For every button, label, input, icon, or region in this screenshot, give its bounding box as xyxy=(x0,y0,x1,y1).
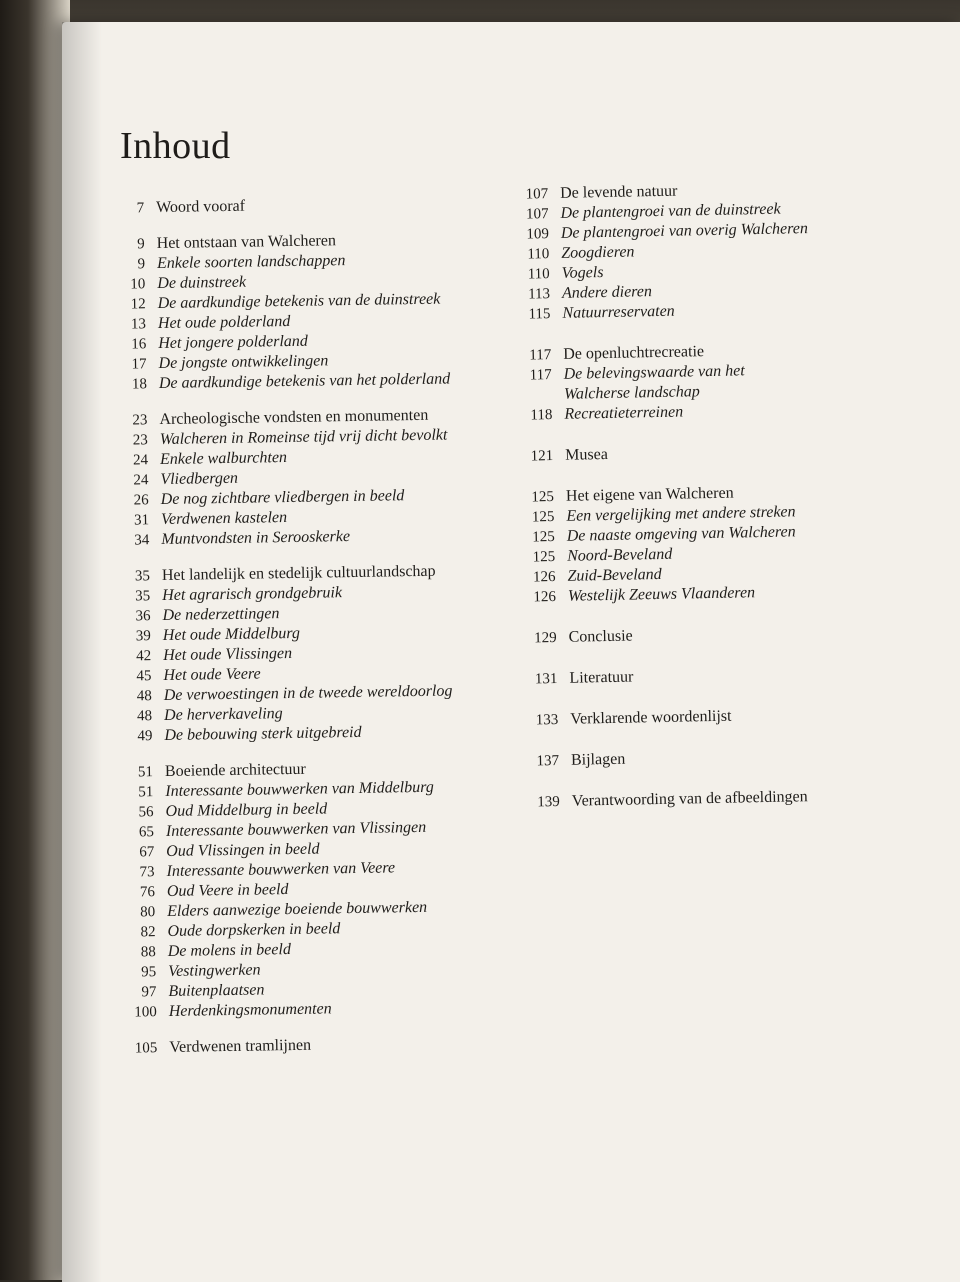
entry-title: Het agrarisch grondgebruik xyxy=(162,584,343,605)
entry-title: Het landelijk en stedelijk cultuurlandschap xyxy=(161,562,436,585)
entry-title: Recreatieterreinen xyxy=(564,403,684,423)
page-number: 125 xyxy=(531,509,555,526)
entry-title: Het eigene van Walcheren xyxy=(565,484,734,505)
page-number: 51 xyxy=(138,784,154,801)
page-number: 139 xyxy=(537,793,560,811)
entry-title: Andere dieren xyxy=(561,283,653,302)
entry-title: Verdwenen kastelen xyxy=(160,509,288,529)
entry-title: Natuurreservaten xyxy=(562,302,675,322)
page-number: 82 xyxy=(140,924,156,941)
page-number: 10 xyxy=(130,276,146,293)
page-number: 39 xyxy=(135,628,151,645)
entry-title: De molens in beeld xyxy=(167,941,292,960)
entry-title: Het oude Vlissingen xyxy=(163,644,293,665)
page-number: 24 xyxy=(133,472,149,489)
page-number: 48 xyxy=(136,688,152,705)
entry-title: Vliedbergen xyxy=(160,469,239,489)
page-number: 137 xyxy=(536,752,560,770)
entry-title: Het jongere polderland xyxy=(158,332,308,353)
page-number: 121 xyxy=(530,448,554,465)
entry-title: Enkele walburchten xyxy=(159,449,288,469)
page-number xyxy=(504,399,564,400)
entry-title: De nog zichtbare vliedbergen in beeld xyxy=(160,487,405,509)
page-number: 49 xyxy=(137,728,153,745)
page-number: 118 xyxy=(530,407,553,424)
toc-right-column xyxy=(500,179,872,814)
page-number: 34 xyxy=(134,532,150,549)
page-number: 107 xyxy=(525,206,549,223)
page-number: 110 xyxy=(527,266,550,283)
entry-title: Het ontstaan van Walcheren xyxy=(156,232,337,253)
entry-title: Vestingwerken xyxy=(167,961,261,980)
entry-title: De bebouwing sterk uitgebreid xyxy=(164,723,362,744)
entry-title: Een vergelijking met andere streken xyxy=(566,503,796,525)
page-number: 13 xyxy=(130,316,147,333)
page-number: 88 xyxy=(140,944,156,961)
entry-title: Elders aanwezige boeiende bouwwerken xyxy=(167,898,428,920)
page-number: 126 xyxy=(532,569,556,586)
page-number: 109 xyxy=(526,226,550,243)
entry-title: Interessante bouwwerken van Middelburg xyxy=(165,778,434,800)
entry-title: Literatuur xyxy=(569,668,634,687)
entry-title: Bijlagen xyxy=(570,750,626,769)
entry-title: Noord-Beveland xyxy=(566,545,673,565)
page-number: 67 xyxy=(139,844,155,861)
page-number: 80 xyxy=(140,904,156,921)
page-number: 107 xyxy=(525,186,549,203)
entry-title: De levende natuur xyxy=(559,182,678,202)
page-number: 12 xyxy=(130,296,146,313)
entry-title: Oude dorpskerken in beeld xyxy=(167,920,341,940)
entry-title: Muntvondsten in Serooskerke xyxy=(161,528,351,549)
entry-title: Enkele soorten landschappen xyxy=(156,252,346,273)
page-number: 65 xyxy=(138,824,155,841)
entry-title: Interessante bouwwerken van Veere xyxy=(166,859,396,880)
book-binding xyxy=(0,0,70,1280)
entry-title: Het oude polderland xyxy=(157,312,291,333)
entry-title: Verantwoording van de afbeeldingen xyxy=(571,788,808,810)
entry-title: Walcheren in Romeinse tijd vrij dicht bevolkt xyxy=(159,426,448,449)
page-number: 100 xyxy=(134,1004,157,1021)
page-number: 18 xyxy=(131,376,148,393)
entry-title: De herverkaveling xyxy=(163,705,283,724)
entry-title: Herdenkingsmonumenten xyxy=(168,1000,332,1020)
entry-title: Zuid-Beveland xyxy=(567,565,662,585)
page-number: 117 xyxy=(529,347,552,364)
page-number: 131 xyxy=(534,670,558,688)
entry-title: De plantengroei van de duinstreek xyxy=(560,200,781,222)
entry-title: Het oude Middelburg xyxy=(162,624,301,645)
entry-title: Zoogdieren xyxy=(561,243,635,262)
entry-title: Oud Middelburg in beeld xyxy=(165,800,328,820)
page-number: 126 xyxy=(533,589,557,606)
page-number: 125 xyxy=(532,529,555,546)
toc-left-column xyxy=(96,194,499,1060)
page-number: 7 xyxy=(136,200,145,217)
entry-title: Musea xyxy=(565,445,608,464)
page-number: 9 xyxy=(137,236,145,253)
entry-title: Archeologische vondsten en monumenten xyxy=(159,406,429,429)
page-number: 73 xyxy=(139,864,155,881)
page-title: Inhoud xyxy=(120,125,231,167)
entry-title: Verdwenen tramlijnen xyxy=(169,1036,312,1056)
page-number: 24 xyxy=(132,452,149,469)
entry-title: Oud Vlissingen in beeld xyxy=(166,840,320,860)
page-number: 31 xyxy=(133,512,150,529)
page-number: 51 xyxy=(137,764,154,781)
entry-title: Walcherse landschap xyxy=(563,383,700,403)
entry-title: De aardkundige betekenis van het polderland xyxy=(158,370,451,393)
entry-title: Conclusie xyxy=(568,627,633,646)
page-number: 35 xyxy=(135,588,151,605)
page-number: 105 xyxy=(134,1040,158,1057)
page-number: 35 xyxy=(134,568,151,585)
entry-title: De aardkundige betekenis van de duinstreek xyxy=(157,290,441,313)
page-number: 117 xyxy=(529,367,552,384)
page-number: 95 xyxy=(141,964,157,981)
page-number: 56 xyxy=(138,804,154,821)
entry-title: Verklarende woordenlijst xyxy=(570,707,732,728)
entry-title: De nederzettingen xyxy=(162,605,280,625)
page-number: 97 xyxy=(141,984,157,1001)
entry-title: Woord vooraf xyxy=(155,197,246,217)
entry-title: Buitenplaatsen xyxy=(168,981,265,1000)
entry-title: Interessante bouwwerken van Vlissingen xyxy=(165,818,427,840)
page-number: 23 xyxy=(132,432,148,449)
entry-title: De belevingswaarde van het xyxy=(563,362,745,383)
entry-title: De openluchtrecreatie xyxy=(563,343,705,363)
page-number: 45 xyxy=(136,668,152,685)
page-number: 133 xyxy=(535,711,559,729)
page-number: 76 xyxy=(139,884,156,901)
page-number: 110 xyxy=(527,246,550,263)
entry-title: Westelijk Zeeuws Vlaanderen xyxy=(567,584,756,605)
entry-title: De plantengroei van overig Walcheren xyxy=(560,220,809,242)
page-number: 113 xyxy=(527,286,551,303)
page-number: 42 xyxy=(136,648,152,665)
page-number: 16 xyxy=(131,336,147,353)
entry-title: De jongste ontwikkelingen xyxy=(158,352,329,373)
page-number: 129 xyxy=(534,629,557,647)
page-number: 23 xyxy=(132,412,148,429)
entry-title: Boeiende architectuur xyxy=(164,760,306,780)
page-number: 125 xyxy=(532,549,556,566)
page-number: 17 xyxy=(131,356,147,373)
page-number: 26 xyxy=(133,492,149,509)
entry-title: De duinstreek xyxy=(157,273,247,293)
page-number: 9 xyxy=(137,256,146,273)
page-number: 115 xyxy=(528,306,551,323)
page-number: 125 xyxy=(531,489,555,506)
page-number: 48 xyxy=(136,708,153,725)
entry-title: De naaste omgeving van Walcheren xyxy=(566,523,796,545)
page-number: 36 xyxy=(135,608,151,625)
entry-title: Het oude Veere xyxy=(163,665,261,684)
entry-title: Vogels xyxy=(561,264,604,282)
entry-title: De verwoestingen in de tweede wereldoorlog xyxy=(163,682,453,704)
entry-title: Oud Veere in beeld xyxy=(166,881,289,900)
